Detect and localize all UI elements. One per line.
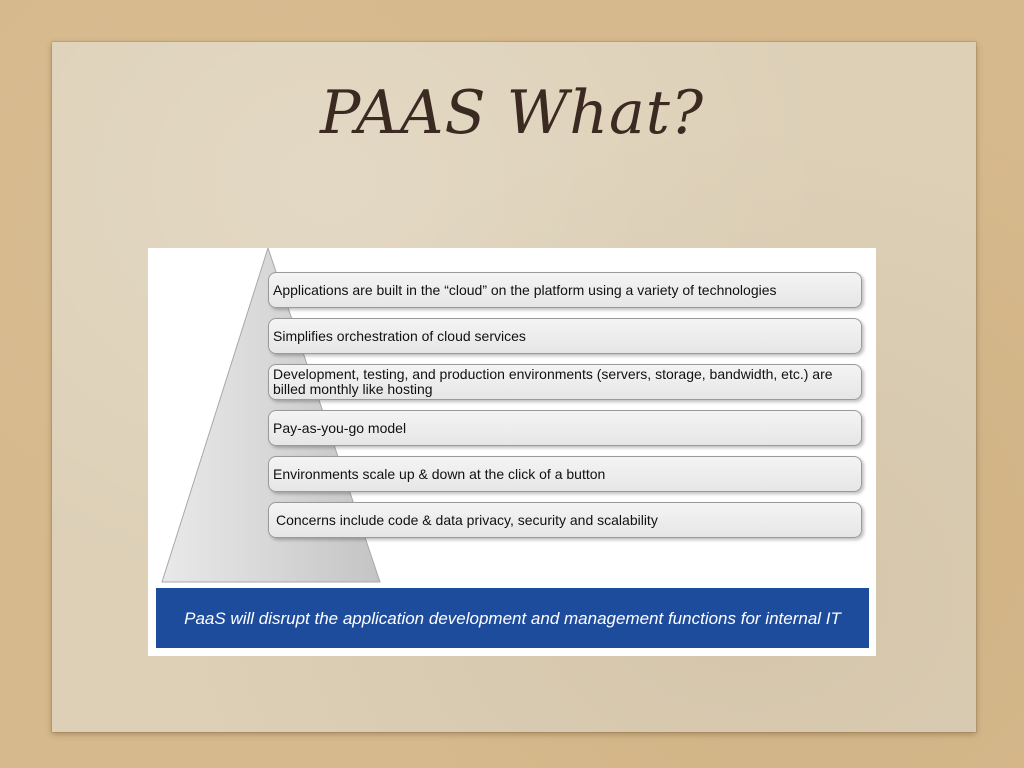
banner-text: PaaS will disrupt the application development and management functions for internal IT bbox=[184, 608, 841, 628]
item-text: Pay-as-you-go model bbox=[273, 419, 407, 436]
pyramid-item bbox=[268, 456, 862, 492]
pyramid-item bbox=[268, 410, 862, 446]
paas-diagram bbox=[148, 248, 876, 656]
item-text: Environments scale up & down at the click of a button bbox=[273, 465, 606, 482]
item-text: Development, testing, and production environments (servers, storage, bandwidth, etc.) are billed monthly like hosting bbox=[273, 366, 833, 397]
pyramid-item bbox=[268, 272, 862, 308]
summary-banner bbox=[156, 588, 869, 648]
item-text: Applications are built in the “cloud” on the platform using a variety of technologies bbox=[273, 281, 777, 298]
item-text: Simplifies orchestration of cloud services bbox=[273, 327, 526, 344]
slide-title: PAAS What? bbox=[319, 78, 705, 148]
item-text: Concerns include code & data privacy, security and scalability bbox=[276, 511, 658, 528]
pyramid-item bbox=[268, 502, 862, 538]
pyramid-item bbox=[268, 318, 862, 354]
pyramid-item bbox=[268, 364, 862, 400]
